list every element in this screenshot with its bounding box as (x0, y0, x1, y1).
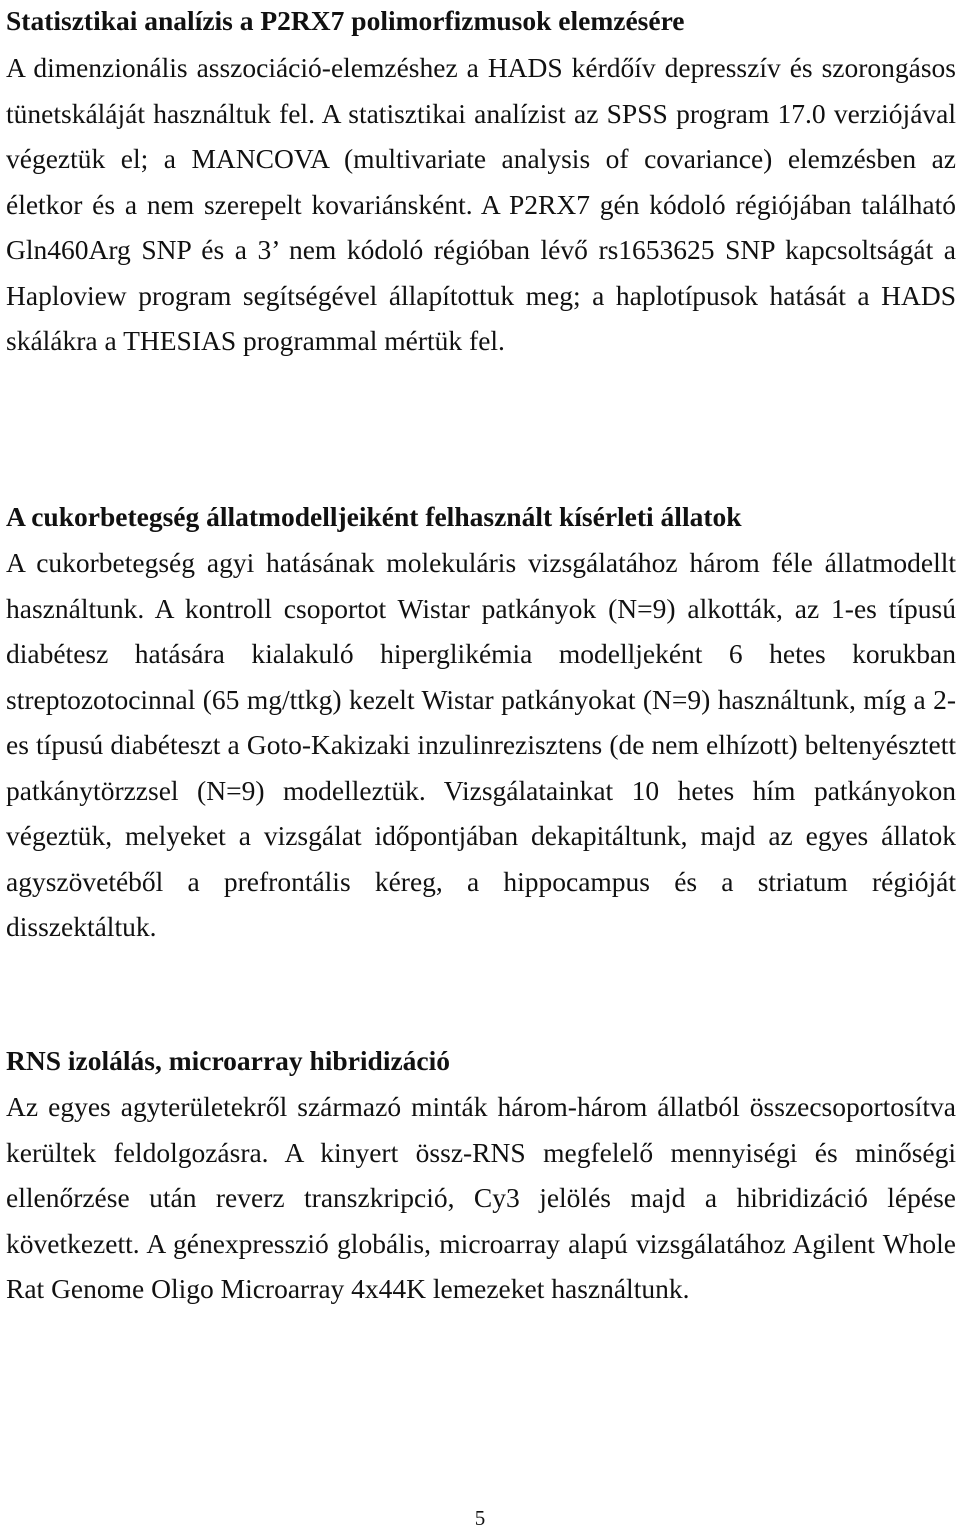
section-heading: RNS izolálás, microarray hibridizáció (6, 1045, 451, 1076)
section-body: Az egyes agyterületekről származó minták három-három állatból összecsoportosítva kerültek feldolgozásra. A kinyert össz-RNS megfelelő mennyiségi és minőségi ellenőrzése után reverz transzkripció, Cy3 jelölés majd a hibridizáció lépése következett. A génexpresszió globális, microarray alapú vizsgálatához Agilent Whole Rat Genome Oligo Microarray 4x44K lemezeket használtunk. (6, 1091, 956, 1304)
section-animal-models (6, 500, 956, 950)
section-rna-isolation (6, 1044, 956, 1312)
page-number: 5 (474, 1506, 486, 1530)
section-body: A dimenzionális asszociáció-elemzéshez a HADS kérdőív depresszív és szorongásos tünetskáláját használtuk fel. A statisztikai analízist az SPSS program 17.0 verziójával végeztük el; a MANCOVA (multivariate analysis of covariance) elemzésben az életkor és a nem szerepelt kovariánsként. A P2RX7 gén kódoló régiójában található Gln460Arg SNP és a 3’ nem kódoló régióban lévő rs1653625 SNP kapcsoltságát a Haploview program segítségével állapítottuk meg; a haplotípusok hatását a HADS skálákra a THESIAS programmal mértük fel. (6, 52, 956, 356)
section-statistics (6, 4, 956, 364)
section-heading: A cukorbetegség állatmodelljeiként felhasznált kísérleti állatok (6, 501, 742, 532)
document-page (6, 0, 956, 1533)
section-body: A cukorbetegség agyi hatásának molekuláris vizsgálatához három féle állatmodellt használtunk. A kontroll csoportot Wistar patkányok (N=9) alkották, az 1-es típusú diabétesz hatására kialakuló hiperglikémia modelljeként 6 hetes korukban streptozotocinnal (65 mg/ttkg) kezelt Wistar patkányokat (N=9) használtunk, míg a 2-es típusú diabéteszt a Goto-Kakizaki inzulinrezisztens (de nem elhízott) beltenyésztett patkánytörzzsel (N=9) modelleztük. Vizsgálatainkat 10 hetes hím patkányokon végeztük, melyeket a vizsgálat időpontjában dekapitáltunk, majd az egyes állatok agyszövetéből a prefrontális kéreg, a hippocampus és a striatum régióját disszektáltuk. (6, 547, 956, 942)
section-heading: Statisztikai analízis a P2RX7 polimorfizmusok elemzésére (6, 5, 685, 36)
